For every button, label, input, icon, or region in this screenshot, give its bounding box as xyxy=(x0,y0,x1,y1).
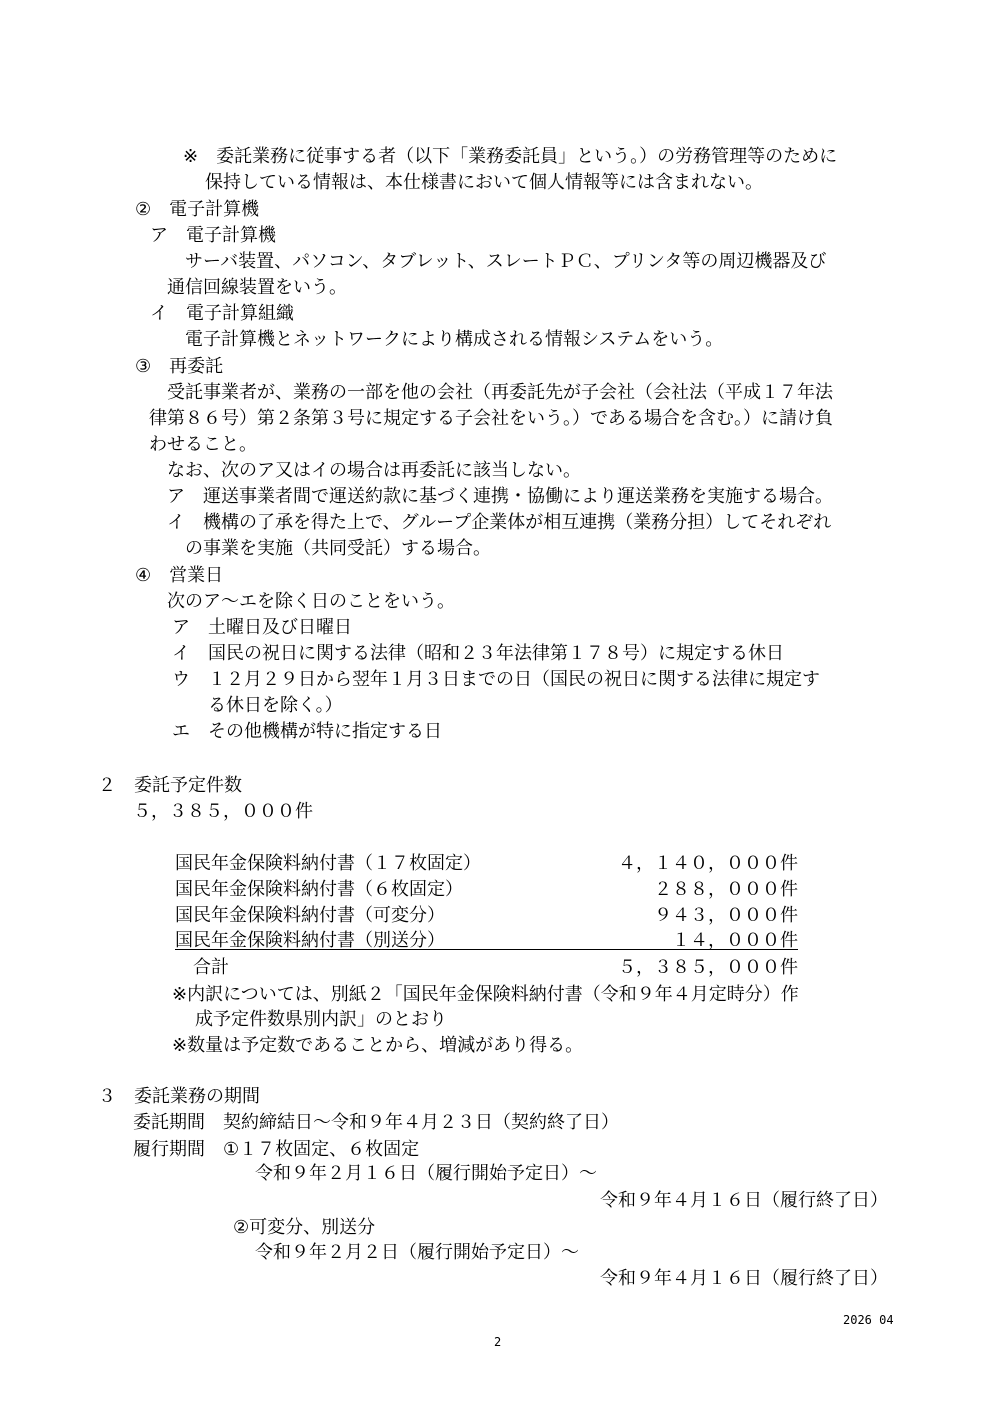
period-start: 令和９年２月２日（履行開始予定日）～ xyxy=(255,1242,579,1263)
item-heading: ② 電子計算機 xyxy=(135,199,260,220)
breakdown-label: 国民年金保険料納付書（可変分） xyxy=(175,905,445,926)
performance-period-label: ②可変分、別送分 xyxy=(233,1217,376,1238)
body-line: ウ １２月２９日から翌年１月３日までの日（国民の祝日に関する法律に規定す xyxy=(172,669,820,690)
breakdown-value: ２８８，０００件 xyxy=(654,879,798,900)
body-line: 律第８６号）第２条第３号に規定する子会社をいう。）である場合を含む。）に請け負 xyxy=(149,408,833,429)
note-line: ※ 委託業務に従事する者（以下「業務委託員」という。）の労務管理等のために xyxy=(183,146,838,167)
breakdown-value: １４，０００件 xyxy=(672,930,798,951)
body-line: 電子計算機とネットワークにより構成される情報システムをいう。 xyxy=(185,329,724,350)
body-line: の事業を実施（共同受託）する場合。 xyxy=(185,538,491,559)
section-heading: ２ 委託予定件数 xyxy=(98,775,242,796)
body-line: 受託事業者が、業務の一部を他の会社（再委託先が子会社（会社法（平成１７年法 xyxy=(167,382,833,403)
item-heading: ③ 再委託 xyxy=(135,356,224,377)
contract-period: 委託期間 契約締結日～令和９年４月２３日（契約終了日） xyxy=(133,1112,619,1133)
body-line: イ 国民の祝日に関する法律（昭和２３年法律第１７８号）に規定する休日 xyxy=(172,643,784,664)
note-line: 保持している情報は、本仕様書において個人情報等には含まれない。 xyxy=(205,172,763,193)
sum-divider xyxy=(175,949,798,950)
period-start: 令和９年２月１６日（履行開始予定日）～ xyxy=(255,1163,597,1184)
period-end: 令和９年４月１６日（履行終了日） xyxy=(600,1190,888,1211)
note-line: 成予定件数県別内訳」のとおり xyxy=(195,1009,447,1030)
sum-value: ５，３８５，０００件 xyxy=(618,957,798,978)
body-line: エ その他機構が特に指定する日 xyxy=(172,721,442,742)
body-line: ア 運送事業者間で運送約款に基づく連携・協働により運送業務を実施する場合。 xyxy=(167,486,833,507)
note-line: ※数量は予定数であることから、増減があり得る。 xyxy=(172,1035,584,1056)
item-heading: ④ 営業日 xyxy=(135,565,224,586)
body-line: わせること。 xyxy=(149,434,257,455)
period-end: 令和９年４月１６日（履行終了日） xyxy=(600,1268,888,1289)
body-line: 通信回線装置をいう。 xyxy=(167,277,347,298)
breakdown-value: ４，１４０，０００件 xyxy=(618,853,798,874)
note-line: ※内訳については、別紙２「国民年金保険料納付書（令和９年４月定時分）作 xyxy=(172,984,799,1005)
breakdown-label: 国民年金保険料納付書（１７枚固定） xyxy=(175,853,481,874)
breakdown-label: 国民年金保険料納付書（別送分） xyxy=(175,930,445,951)
body-line: ア 土曜日及び日曜日 xyxy=(172,617,352,638)
body-line: 次のア～エを除く日のことをいう。 xyxy=(167,591,455,612)
page-number: 2 xyxy=(494,1335,502,1349)
breakdown-value: ９４３，０００件 xyxy=(654,905,798,926)
body-line: る休日を除く。） xyxy=(208,695,343,716)
body-line: なお、次のア又はイの場合は再委託に該当しない。 xyxy=(167,460,581,481)
subitem-heading: イ 電子計算組織 xyxy=(150,303,294,324)
body-line: サーバ装置、パソコン、タブレット、スレートＰＣ、プリンタ等の周辺機器及び xyxy=(185,251,827,272)
footer-date-code: 2026 04 xyxy=(843,1313,894,1327)
performance-period-label: 履行期間 ①１７枚固定、６枚固定 xyxy=(133,1139,420,1160)
subitem-heading: ア 電子計算機 xyxy=(150,225,276,246)
section-heading: ３ 委託業務の期間 xyxy=(98,1086,260,1107)
breakdown-label: 国民年金保険料納付書（６枚固定） xyxy=(175,879,463,900)
sum-label: 合計 xyxy=(193,957,229,978)
total-count: ５，３８５，０００件 xyxy=(133,801,313,822)
body-line: イ 機構の了承を得た上で、グループ企業体が相互連携（業務分担）してそれぞれ xyxy=(167,512,832,533)
